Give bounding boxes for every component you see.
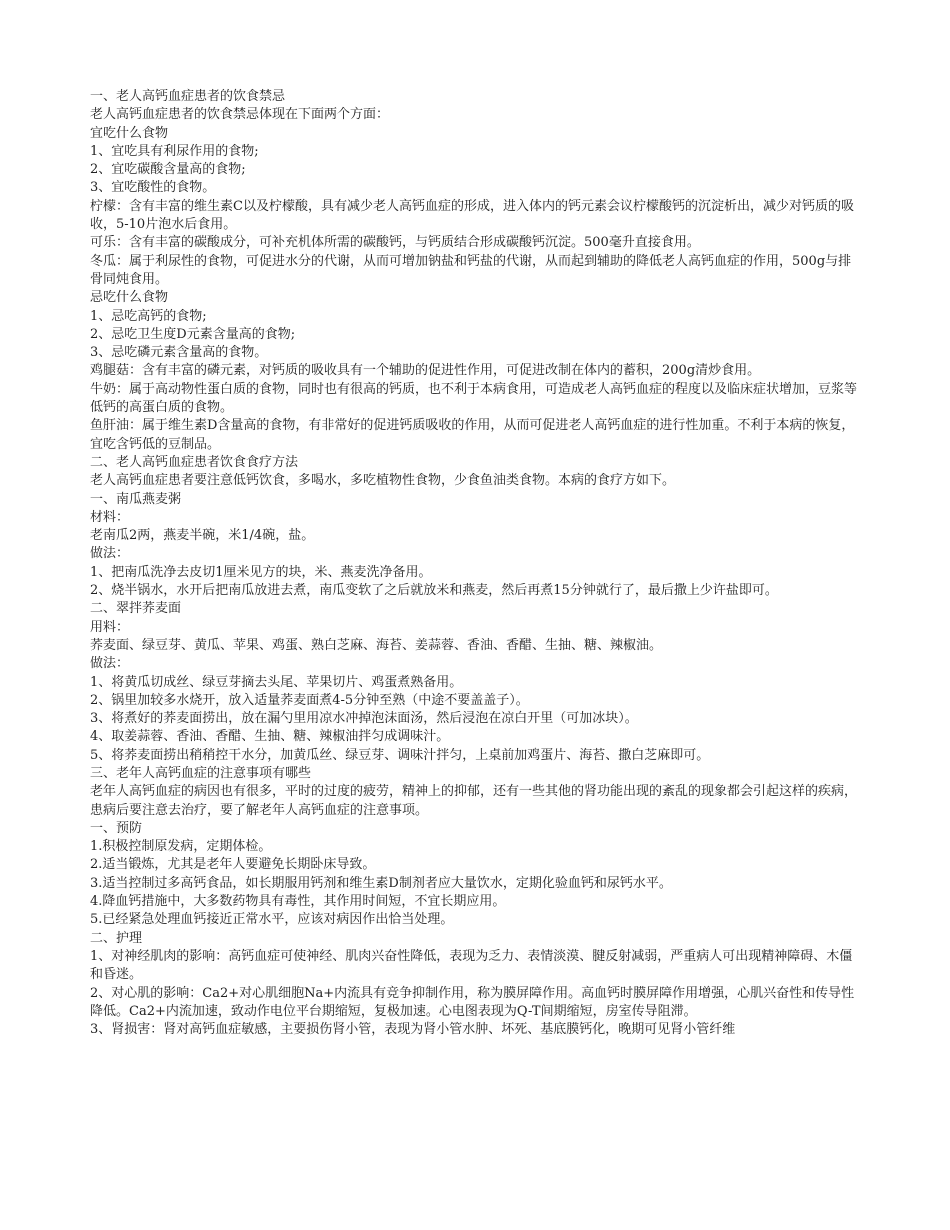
paragraph: 柠檬：含有丰富的维生素C以及柠檬酸，具有减少老人高钙血症的形成，进入体内的钙元素会议柠檬酸钙的沉淀析出，减少对钙质的吸收，5-10片泡水后食用。: [90, 198, 854, 233]
paragraph: 牛奶：属于高动物性蛋白质的食物，同时也有很高的钙质，也不利于本病食用，可造成老人高钙血症的程度以及临床症状增加，豆浆等低钙的高蛋白质的食物。: [90, 381, 858, 416]
subheading-prevention: 一、预防: [90, 820, 143, 836]
section-heading-diet-therapy: 二、老人高钙血症患者饮食食疗方法: [90, 454, 299, 470]
list-item: 4.降血钙措施中，大多数药物具有毒性，其作用时间短，不宜长期应用。: [90, 894, 506, 910]
list-item: 2、宜吃碳酸含量高的食物;: [90, 162, 246, 178]
paragraph: 老人高钙血症患者的饮食禁忌体现在下面两个方面：: [90, 107, 390, 123]
list-item: 3、宜吃酸性的食物。: [90, 180, 216, 196]
list-item: 3、将煮好的荞麦面捞出，放在漏勺里用凉水冲掉泡沫面汤，然后浸泡在凉白开里（可加冰块）。: [90, 711, 638, 727]
list-item: 2、忌吃卫生度D元素含量高的食物;: [90, 326, 296, 342]
paragraph: 冬瓜：属于利尿性的食物，可促进水分的代谢，从而可增加钠盐和钙盐的代谢，从而起到辅助的降低老人高钙血症的作用，500g与排骨同炖食用。: [90, 253, 852, 287]
list-item: 5、将荞麦面捞出稍稍控干水分，加黄瓜丝、绿豆芽、调味汁拌匀，上桌前加鸡蛋片、海苔、撒白芝麻即可。: [90, 747, 710, 763]
list-item: 5.已经紧急处理血钙接近正常水平，应该对病因作出恰当处理。: [90, 912, 454, 928]
subheading-avoid-eat: 忌吃什么食物: [90, 290, 169, 306]
recipe-title-pumpkin-oat-porridge: 一、南瓜燕麦粥: [90, 491, 182, 507]
label: 用料：: [90, 619, 130, 635]
section-heading-precautions: 三、老年人高钙血症的注意事项有哪些: [90, 765, 312, 781]
list-item: 2、对心肌的影响：Ca2+对心肌细胞Na+内流具有竞争抑制作用，称为膜屏障作用。高血钙时膜屏障作用增强，心肌兴奋性和传导性降低。Ca2+内流加速，致动作电位平台期缩短，复极加速。心电图表现为Q-T间期缩短，房室传导阻滞。: [90, 985, 855, 1019]
list-item: 3、肾损害：肾对高钙血症敏感，主要损伤肾小管，表现为肾小管水肿、坏死、基底膜钙化，晚期可见肾小管纤维: [90, 1022, 736, 1038]
list-item: 2、烧半锅水，水开后把南瓜放进去煮，南瓜变软了之后就放米和燕麦，然后再煮15分钟就行了，最后撒上少许盐即可。: [90, 583, 778, 599]
paragraph: 老南瓜2两，燕麦半碗，米1/4碗，盐。: [90, 528, 315, 544]
paragraph: 老人高钙血症患者要注意低钙饮食，多喝水，多吃植物性食物，少食鱼油类食物。本病的食疗方如下。: [90, 473, 676, 489]
subheading-nursing: 二、护理: [90, 930, 143, 946]
list-item: 1、把南瓜洗净去皮切1厘米见方的块，米、燕麦洗净备用。: [90, 564, 432, 580]
paragraph: 老年人高钙血症的病因也有很多，平时的过度的疲劳，精神上的抑郁，还有一些其他的肾功能出现的紊乱的现象都会引起这样的疾病，患病后要注意去治疗，要了解老年人高钙血症的注意事项。: [90, 784, 858, 818]
subheading-should-eat: 宜吃什么食物: [90, 125, 169, 141]
label: 材料：: [90, 509, 130, 525]
list-item: 1、对神经肌肉的影响：高钙血症可使神经、肌肉兴奋性降低，表现为乏力、表情淡漠、腱反射减弱，严重病人可出现精神障碍、木僵和昏迷。: [90, 948, 853, 983]
label: 做法：: [90, 546, 130, 562]
label: 做法：: [90, 656, 130, 672]
recipe-title-buckwheat-noodles: 二、翠拌荞麦面: [90, 601, 182, 617]
paragraph: 可乐：含有丰富的碳酸成分，可补充机体所需的碳酸钙，与钙质结合形成碳酸钙沉淀。500毫升直接食用。: [90, 235, 700, 251]
list-item: 3、忌吃磷元素含量高的食物。: [90, 345, 268, 361]
section-heading-diet-taboos: 一、老人高钙血症患者的饮食禁忌: [90, 89, 286, 104]
document-body: [90, 88, 860, 1039]
list-item: 1.积极控制原发病，定期体检。: [90, 839, 272, 855]
paragraph: 荞麦面、绿豆芽、黄瓜、苹果、鸡蛋、熟白芝麻、海苔、姜蒜蓉、香油、香醋、生抽、糖、辣椒油。: [90, 637, 663, 653]
list-item: 1、将黄瓜切成丝、绿豆芽摘去头尾、苹果切片、鸡蛋煮熟备用。: [90, 674, 463, 690]
list-item: 2、锅里加较多水烧开，放入适量荞麦面煮4-5分钟至熟（中途不要盖盖子）。: [90, 692, 529, 708]
list-item: 2.适当锻炼，尤其是老年人要避免长期卧床导致。: [90, 857, 376, 873]
list-item: 3.适当控制过多高钙食品，如长期服用钙剂和维生素D制剂者应大量饮水，定期化验血钙和尿钙水平。: [90, 875, 672, 891]
list-item: 1、宜吃具有利尿作用的食物;: [90, 143, 259, 159]
list-item: 4、取姜蒜蓉、香油、香醋、生抽、糖、辣椒油拌匀成调味汁。: [90, 729, 450, 745]
paragraph: 鱼肝油：属于维生素D含量高的食物，有非常好的促进钙质吸收的作用，从而可促进老人高钙血症的进行性加重。不利于本病的恢复，宜吃含钙低的豆制品。: [90, 418, 855, 452]
list-item: 1、忌吃高钙的食物;: [90, 308, 207, 324]
paragraph: 鸡腿菇：含有丰富的磷元素，对钙质的吸收具有一个辅助的促进性作用，可促进改制在体内的蓄积，200g清炒食用。: [90, 363, 761, 379]
